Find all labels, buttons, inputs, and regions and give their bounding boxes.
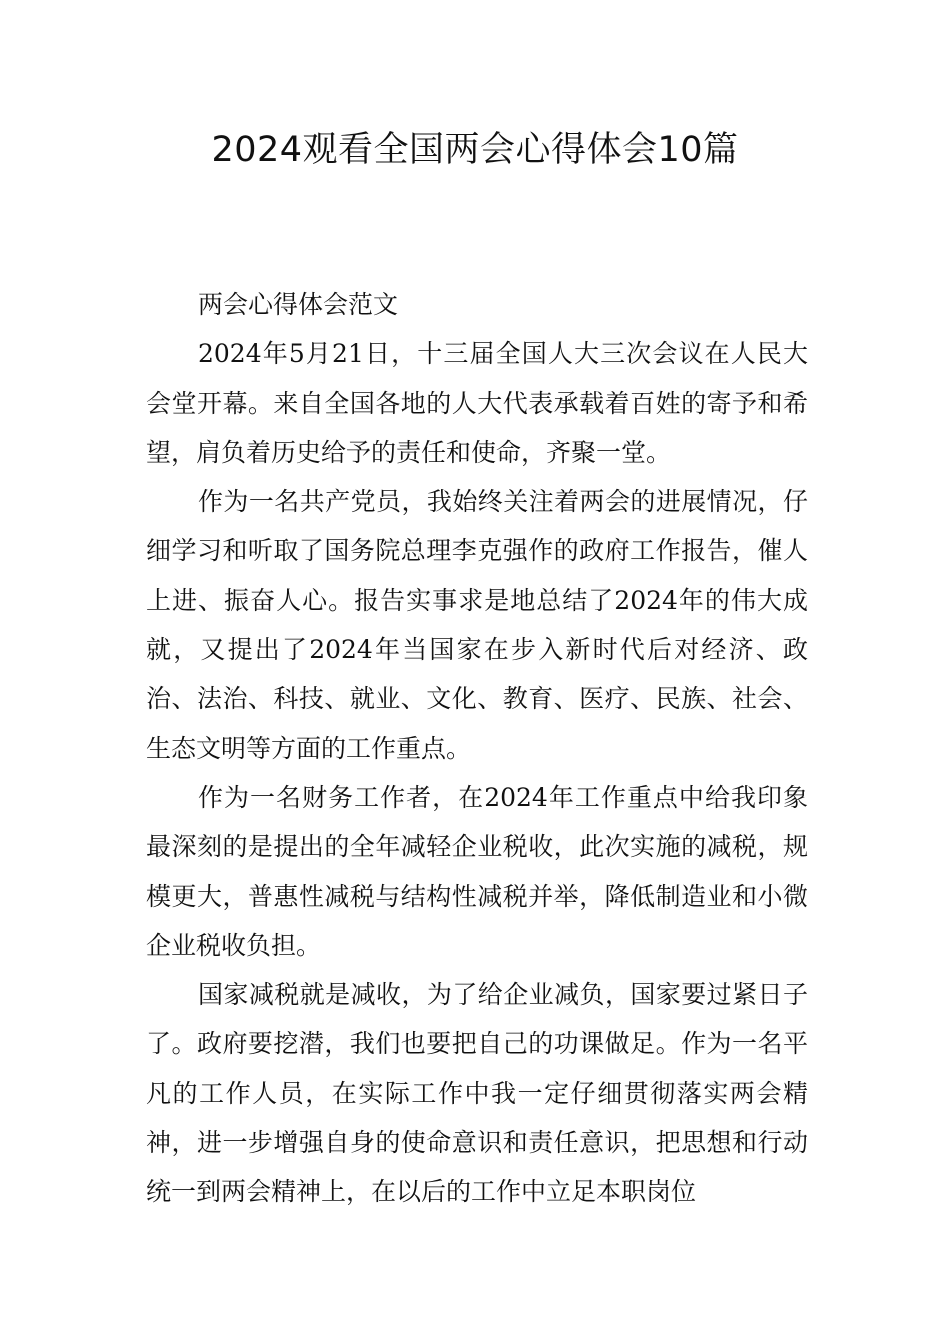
section-subtitle: 两会心得体会范文 [198,290,399,319]
document-title: 2024观看全国两会心得体会10篇 [211,130,739,170]
document-body [146,280,808,1217]
paragraph-4: 国家减税就是减收，为了给企业减负，国家要过紧日子了。政府要挖潜，我们也要把自己的功课做足。作为一名平凡的工作人员，在实际工作中我一定仔细贯彻落实两会精神，进一步增强自身的使命意识和责任意识，把思想和行动统一到两会精神上，在以后的工作中立足本职岗位 [146,980,808,1207]
paragraph-2: 作为一名共产党员，我始终关注着两会的进展情况，仔细学习和听取了国务院总理李克强作的政府工作报告，催人上进、振奋人心。报告实事求是地总结了2024年的伟大成就，又提出了2024年当国家在步入新时代后对经济、政治、法治、科技、就业、文化、教育、医疗、民族、社会、生态文明等方面的工作重点。 [146,487,808,763]
paragraph-1: 2024年5月21日，十三届全国人大三次会议在人民大会堂开幕。来自全国各地的人大代表承载着百姓的寄予和希望，肩负着历史给予的责任和使命，齐聚一堂。 [146,339,808,467]
paragraph-3: 作为一名财务工作者，在2024年工作重点中给我印象最深刻的是提出的全年减轻企业税收，此次实施的减税，规模更大，普惠性减税与结构性减税并举，降低制造业和小微企业税收负担。 [146,782,808,960]
